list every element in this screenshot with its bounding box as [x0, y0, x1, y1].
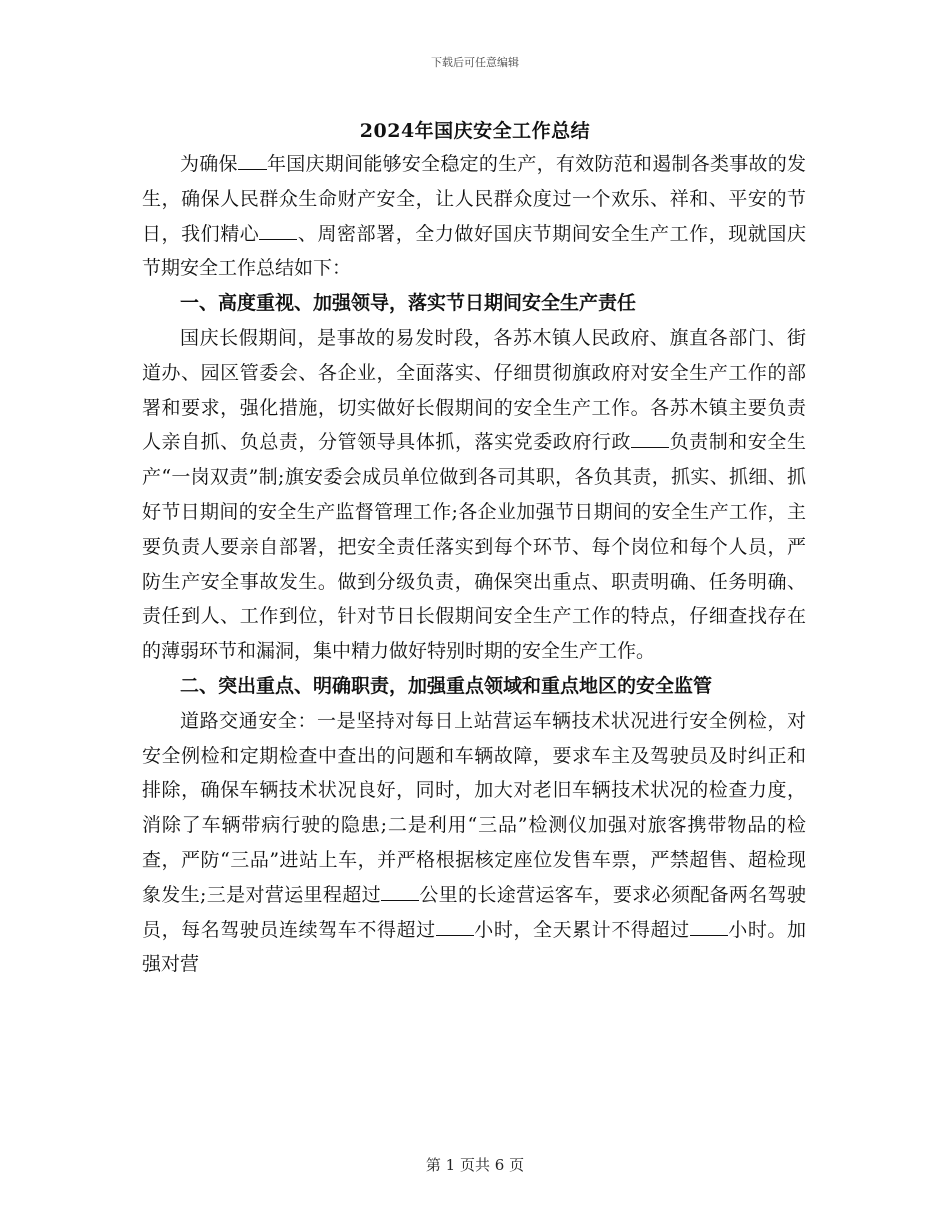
section-2-paragraph: [142, 704, 806, 982]
section-2-heading: 二、突出重点、明确职责，加强重点领域和重点地区的安全监管: [180, 674, 713, 697]
section-1-text-a: 国庆长假期间，是事故的易发时段，各苏木镇人民政府、旗直各部门、街道办、园区管委会、各企业，全面落实、仔细贯彻旗政府对安全生产工作的部署和要求，强化措施，切实做好长假期间的安全生产工作。各苏木镇主要负责人亲自抓、负总责，分管领导具体抓，落实党委政府行政: [142, 326, 806, 454]
intro-paragraph: [142, 147, 806, 286]
section-1-paragraph: [142, 321, 806, 669]
page-header-note: 下载后可任意编辑: [431, 56, 519, 69]
section-1-text-b: 负责制和安全生产“一岗双责”制;旗安委会成员单位做到各司其职，各负其责，抓实、抓细、抓好节日期间的安全生产监督管理工作;各企业加强节日期间的安全生产工作，主要负责人要亲自部署，把安全责任落实到每个环节、每个岗位和每个人员，严防生产安全事故发生。做到分级负责，确保突出重点、职责明确、任务明确、责任到人、工作到位，针对节日长假期间安全生产工作的特点，仔细查找存在的薄弱环节和漏洞，集中精力做好特别时期的安全生产工作。: [142, 431, 806, 663]
page-number-footer: 第 1 页共 6 页: [425, 1156, 525, 1174]
intro-text-c: 、周密部署，全力做好国庆节期间安全生产工作，现就国庆节期安全工作总结如下：: [142, 222, 806, 280]
fill-blank: [631, 428, 669, 448]
fill-blank: [436, 916, 474, 936]
document-body: [142, 147, 806, 982]
fill-blank: [690, 916, 728, 936]
intro-text-b: 年国庆期间能够安全稳定的生产，有效防范和遏制各类事故的发生，确保人民群众生命财产安全，让人民群众度过一个欢乐、祥和、平安的节日，我们精心: [142, 153, 806, 245]
fill-blank: [381, 881, 419, 901]
section-2-text-d: 小时。加强对营: [142, 918, 806, 976]
document-title: 2024年国庆安全工作总结: [359, 120, 591, 142]
intro-text-a: 为确保: [180, 153, 238, 175]
section-2-text-b: 公里的长途营运客车，要求必须配备两名驾驶员，每名驾驶员连续驾车不得超过: [142, 883, 806, 941]
fill-blank: [259, 220, 297, 240]
section-1-heading: 一、高度重视、加强领导，落实节日期间安全生产责任: [180, 292, 637, 315]
section-2-text-c: 小时，全天累计不得超过: [473, 918, 690, 941]
section-2-text-a: 道路交通安全：一是坚持对每日上站营运车辆技术状况进行安全例检，对安全例检和定期检查中查出的问题和车辆故障，要求车主及驾驶员及时纠正和排除，确保车辆技术状况良好，同时，加大对老旧车辆技术状况的检查力度，消除了车辆带病行驶的隐患;二是利用“三品”检测仪加强对旅客携带物品的检查，严防“三品”进站上车，并严格根据核定座位发售车票，严禁超售、超检现象发生;三是对营运里程超过: [142, 709, 806, 906]
fill-blank: [238, 150, 267, 170]
